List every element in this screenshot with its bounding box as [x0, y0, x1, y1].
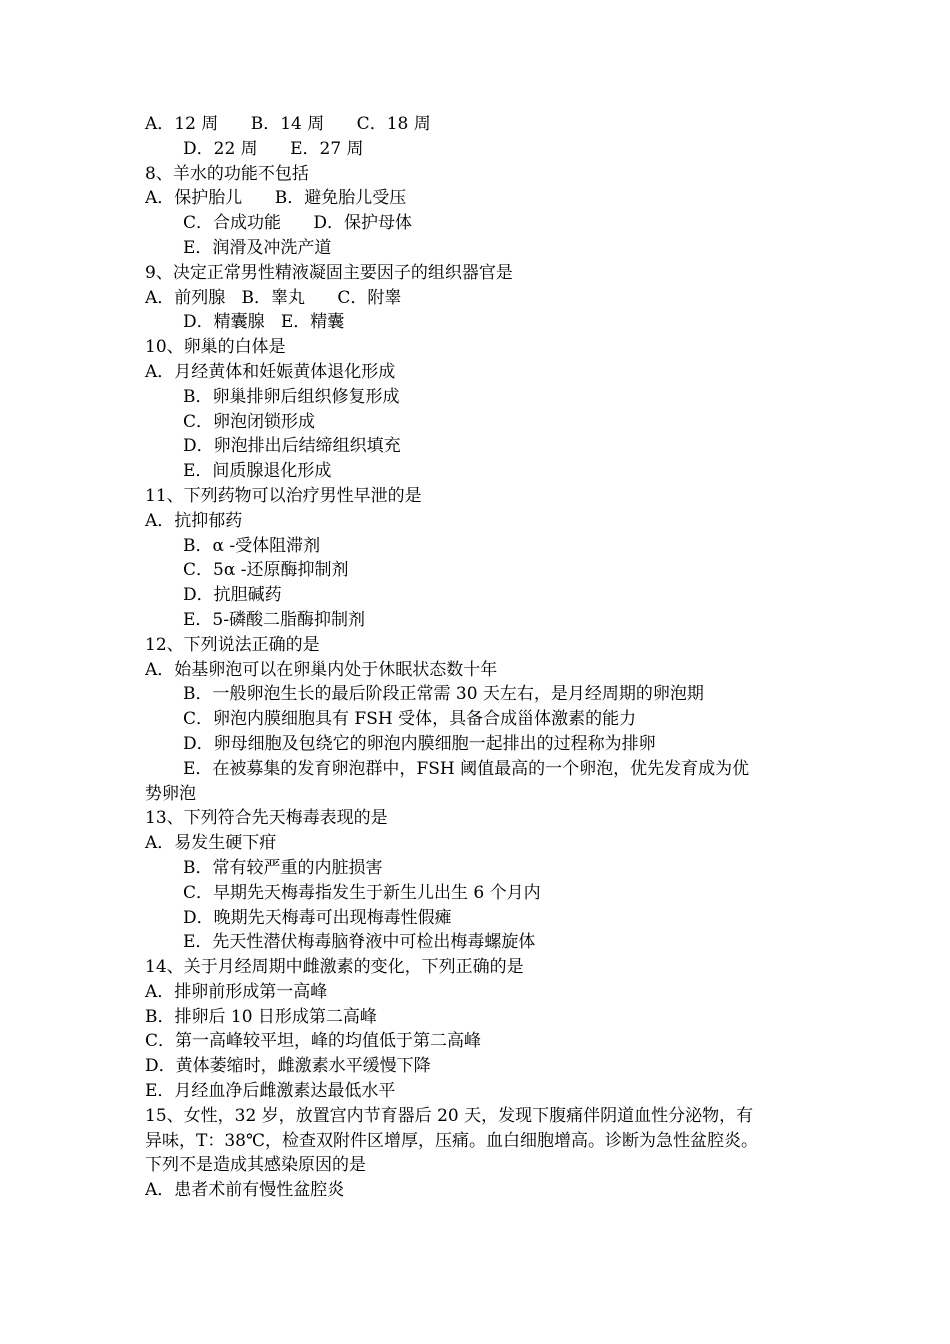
text-line: 10、卵巢的白体是: [145, 337, 286, 358]
text-line: 8、羊水的功能不包括: [145, 163, 309, 184]
text-line: E．间质腺退化形成: [183, 461, 332, 482]
text-line: 势卵泡: [145, 783, 196, 804]
text-line: 下列不是造成其感染原因的是: [145, 1155, 366, 1176]
text-line: B．排卵后 10 日形成第二高峰: [145, 1006, 377, 1027]
text-line: C．合成功能 D．保护母体: [183, 213, 413, 234]
text-line: 11、下列药物可以治疗男性早泄的是: [145, 485, 422, 506]
text-line: C．第一高峰较平坦，峰的均值低于第二高峰: [145, 1031, 482, 1052]
text-line: B．常有较严重的内脏损害: [183, 857, 383, 878]
text-line: B．卵巢排卵后组织修复形成: [183, 386, 400, 407]
text-line: 异味，T：38℃，检查双附件区增厚，压痛。血白细胞增高。诊断为急性盆腔炎。: [145, 1130, 758, 1151]
text-line: C．卵泡闭锁形成: [183, 411, 316, 432]
text-line: A．12 周 B．14 周 C．18 周: [145, 114, 431, 134]
text-line: A．始基卵泡可以在卵巢内处于休眠状态数十年: [145, 659, 498, 680]
text-line: 13、下列符合先天梅毒表现的是: [145, 808, 388, 829]
text-line: A．排卵前形成第一高峰: [145, 981, 328, 1002]
text-line: 9、决定正常男性精液凝固主要因子的组织器官是: [145, 262, 513, 283]
text-line: E．先天性潜伏梅毒脑脊液中可检出梅毒螺旋体: [183, 932, 536, 953]
text-line: A．保护胎儿 B．避免胎儿受压: [145, 188, 407, 209]
text-line: 14、关于月经周期中雌激素的变化，下列正确的是: [145, 957, 524, 978]
text-line: D．黄体萎缩时，雌激素水平缓慢下降: [145, 1056, 431, 1077]
text-line: A．月经黄体和妊娠黄体退化形成: [145, 361, 396, 382]
text-line: B．α -受体阻滞剂: [183, 535, 321, 556]
text-line: C．5α -还原酶抑制剂: [183, 560, 349, 581]
text-line: D．卵母细胞及包绕它的卵泡内膜细胞一起排出的过程称为排卵: [183, 733, 656, 754]
text-line: E．润滑及冲洗产道: [183, 237, 332, 258]
text-line: E．在被募集的发育卵泡群中，FSH 阈值最高的一个卵泡，优先发育成为优: [183, 758, 750, 779]
text-line: A．前列腺 B．睾丸 C．附睾: [145, 287, 402, 308]
text-line: B．一般卵泡生长的最后阶段正常需 30 天左右，是月经周期的卵泡期: [183, 684, 704, 705]
text-line: D．抗胆碱药: [183, 585, 282, 606]
text-line: A．抗抑郁药: [145, 510, 243, 531]
text-line: C．卵泡内膜细胞具有 FSH 受体，具备合成甾体激素的能力: [183, 709, 637, 730]
text-line: E．月经血净后雌激素达最低水平: [145, 1081, 396, 1102]
text-line: D．22 周 E．27 周: [183, 138, 364, 159]
text-line: D．卵泡排出后结缔组织填充: [183, 436, 401, 457]
text-line: D．晚期先天梅毒可出现梅毒性假瘫: [183, 907, 452, 928]
text-line: 15、女性，32 岁，放置宫内节育器后 20 天，发现下腹痛伴阴道血性分泌物，有: [145, 1105, 754, 1126]
text-line: 12、下列说法正确的是: [145, 634, 320, 655]
document-page: [145, 112, 815, 1203]
text-line: D．精囊腺 E．精囊: [183, 312, 345, 333]
text-line: A．易发生硬下疳: [145, 833, 277, 854]
text-line: C．早期先天梅毒指发生于新生儿出生 6 个月内: [183, 882, 541, 903]
text-line: A．患者术前有慢性盆腔炎: [145, 1180, 345, 1201]
text-line: E．5-磷酸二脂酶抑制剂: [183, 609, 365, 630]
